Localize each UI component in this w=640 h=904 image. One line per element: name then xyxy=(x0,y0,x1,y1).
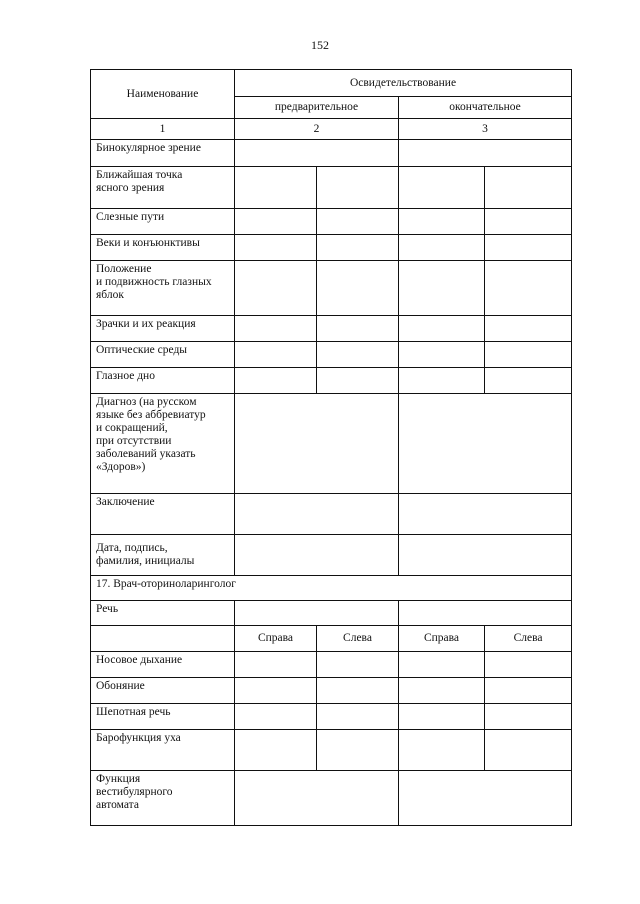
section-title-ent: 17. Врач-оториноларинголог xyxy=(91,576,572,601)
cell-binocular-final[interactable] xyxy=(399,140,572,167)
row-label-speech: Речь xyxy=(91,601,235,626)
row-label-pupils: Зрачки и их реакция xyxy=(91,316,235,342)
cell-eye-position[interactable] xyxy=(235,261,317,316)
row-label-fundus: Глазное дно xyxy=(91,368,235,394)
cell-pupils[interactable] xyxy=(399,316,485,342)
row-label-nasal-breathing: Носовое дыхание xyxy=(91,652,235,678)
row-label-whisper: Шепотная речь xyxy=(91,704,235,730)
cell-nasal-breathing[interactable] xyxy=(317,652,399,678)
cell-conclusion-preliminary[interactable] xyxy=(235,494,399,535)
cell-diagnosis-preliminary[interactable] xyxy=(235,394,399,494)
cell-fundus[interactable] xyxy=(317,368,399,394)
cell-eye-position[interactable] xyxy=(399,261,485,316)
row-label-eye-position: Положение и подвижность глазных яблок xyxy=(91,261,235,316)
cell-whisper[interactable] xyxy=(399,704,485,730)
row-label-binocular: Бинокулярное зрение xyxy=(91,140,235,167)
cell-smell[interactable] xyxy=(235,678,317,704)
cell-fundus[interactable] xyxy=(485,368,572,394)
cell-nearest-point[interactable] xyxy=(399,167,485,209)
row-label-conclusion: Заключение xyxy=(91,494,235,535)
cell-signature-final[interactable] xyxy=(399,535,572,576)
row-label-smell: Обоняние xyxy=(91,678,235,704)
cell-barofunction[interactable] xyxy=(399,730,485,771)
cell-nearest-point[interactable] xyxy=(485,167,572,209)
row-label-vestibular: Функция вестибулярного автомата xyxy=(91,771,235,826)
cell-eyelids[interactable] xyxy=(317,235,399,261)
cell-signature-preliminary[interactable] xyxy=(235,535,399,576)
cell-optical-media[interactable] xyxy=(399,342,485,368)
row-label-nearest-point: Ближайшая точка ясного зрения xyxy=(91,167,235,209)
header-final: окончательное xyxy=(399,97,572,119)
cell-speech-final[interactable] xyxy=(399,601,572,626)
cell-nasal-breathing[interactable] xyxy=(485,652,572,678)
subheader-left: Слева xyxy=(317,626,399,652)
row-label-optical-media: Оптические среды xyxy=(91,342,235,368)
cell-diagnosis-final[interactable] xyxy=(399,394,572,494)
cell-eyelids[interactable] xyxy=(399,235,485,261)
subheader-right: Справа xyxy=(399,626,485,652)
cell-eyelids[interactable] xyxy=(485,235,572,261)
subheader-blank xyxy=(91,626,235,652)
subheader-right: Справа xyxy=(235,626,317,652)
col-number-2: 2 xyxy=(235,119,399,140)
cell-tear-ducts[interactable] xyxy=(399,209,485,235)
cell-pupils[interactable] xyxy=(317,316,399,342)
row-label-barofunction: Барофункция уха xyxy=(91,730,235,771)
cell-vestibular-preliminary[interactable] xyxy=(235,771,399,826)
cell-barofunction[interactable] xyxy=(485,730,572,771)
cell-fundus[interactable] xyxy=(235,368,317,394)
cell-pupils[interactable] xyxy=(235,316,317,342)
cell-whisper[interactable] xyxy=(317,704,399,730)
cell-optical-media[interactable] xyxy=(317,342,399,368)
cell-nasal-breathing[interactable] xyxy=(399,652,485,678)
row-label-signature: Дата, подпись, фамилия, инициалы xyxy=(91,535,235,576)
cell-nearest-point[interactable] xyxy=(235,167,317,209)
cell-smell[interactable] xyxy=(317,678,399,704)
cell-fundus[interactable] xyxy=(399,368,485,394)
cell-barofunction[interactable] xyxy=(317,730,399,771)
cell-optical-media[interactable] xyxy=(485,342,572,368)
col-number-1: 1 xyxy=(91,119,235,140)
cell-tear-ducts[interactable] xyxy=(317,209,399,235)
cell-pupils[interactable] xyxy=(485,316,572,342)
header-preliminary: предварительное xyxy=(235,97,399,119)
row-label-tear-ducts: Слезные пути xyxy=(91,209,235,235)
col-number-3: 3 xyxy=(399,119,572,140)
cell-vestibular-final[interactable] xyxy=(399,771,572,826)
page-number: 152 xyxy=(311,38,329,52)
cell-barofunction[interactable] xyxy=(235,730,317,771)
header-examination: Освидетельствование xyxy=(235,70,572,97)
cell-eyelids[interactable] xyxy=(235,235,317,261)
cell-eye-position[interactable] xyxy=(485,261,572,316)
subheader-left: Слева xyxy=(485,626,572,652)
cell-nearest-point[interactable] xyxy=(317,167,399,209)
cell-whisper[interactable] xyxy=(485,704,572,730)
cell-optical-media[interactable] xyxy=(235,342,317,368)
cell-tear-ducts[interactable] xyxy=(235,209,317,235)
cell-smell[interactable] xyxy=(399,678,485,704)
row-label-eyelids: Веки и конъюнктивы xyxy=(91,235,235,261)
cell-tear-ducts[interactable] xyxy=(485,209,572,235)
header-name: Наименование xyxy=(91,70,235,119)
cell-whisper[interactable] xyxy=(235,704,317,730)
cell-smell[interactable] xyxy=(485,678,572,704)
cell-speech-preliminary[interactable] xyxy=(235,601,399,626)
medical-exam-table xyxy=(90,69,572,826)
cell-nasal-breathing[interactable] xyxy=(235,652,317,678)
cell-eye-position[interactable] xyxy=(317,261,399,316)
cell-conclusion-final[interactable] xyxy=(399,494,572,535)
cell-binocular-preliminary[interactable] xyxy=(235,140,399,167)
row-label-diagnosis: Диагноз (на русском языке без аббревиатур и сокращений, при отсутствии заболеваний указать «Здоров») xyxy=(91,394,235,494)
